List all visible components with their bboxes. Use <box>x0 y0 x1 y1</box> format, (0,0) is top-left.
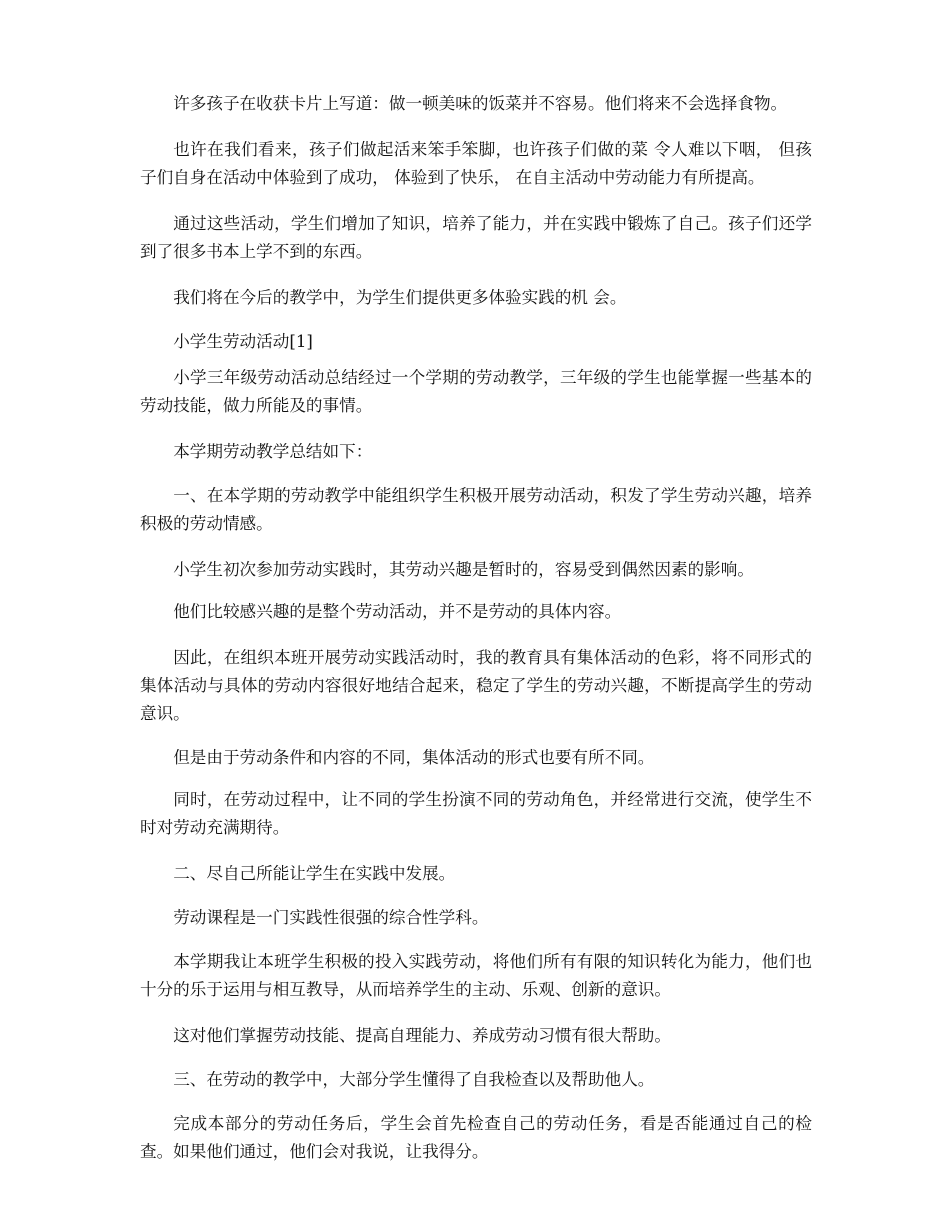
document-page <box>140 90 812 1184</box>
paragraph: 许多孩子在收获卡片上写道：做一顿美味的饭菜并不容易。他们将来不会选择食物。 <box>173 94 788 113</box>
paragraph: 同时，在劳动过程中，让不同的学生扮演不同的劳动角色，并经常进行交流，使学生不时对劳动充满期待。 <box>140 790 812 837</box>
paragraph: 二、尽自己所能让学生在实践中发展。 <box>173 864 456 883</box>
paragraph: 但是由于劳动条件和内容的不同，集体活动的形式也要有所不同。 <box>173 748 655 767</box>
paragraph: 通过这些活动，学生们增加了知识，培养了能力，并在实践中锻炼了自己。孩子们还学到了很多书本上学不到的东西。 <box>140 214 812 261</box>
paragraph: 也许在我们看来，孩子们做起活来笨手笨脚，也许孩子们做的菜 令人难以下咽， 但孩子们自身在活动中体验到了成功， 体验到了快乐， 在自主活动中劳动能力有所提高。 <box>140 140 812 187</box>
paragraph: 本学期我让本班学生积极的投入实践劳动，将他们所有有限的知识转化为能力，他们也十分的乐于运用与相互教导，从而培养学生的主动、乐观、创新的意识。 <box>140 952 812 999</box>
paragraph: 小学生初次参加劳动实践时，其劳动兴趣是暂时的，容易受到偶然因素的影响。 <box>173 560 754 579</box>
paragraph: 这对他们掌握劳动技能、提高自理能力、养成劳动习惯有很大帮助。 <box>173 1026 671 1045</box>
paragraph: 因此，在组织本班开展劳动实践活动时，我的教育具有集体活动的色彩，将不同形式的集体活动与具体的劳动内容很好地结合起来，稳定了学生的劳动兴趣，不断提高学生的劳动意识。 <box>140 648 812 723</box>
paragraph: 他们比较感兴趣的是整个劳动活动，并不是劳动的具体内容。 <box>173 602 622 621</box>
paragraph: 完成本部分的劳动任务后，学生会首先检查自己的劳动任务，看是否能通过自己的检查。如果他们通过，他们会对我说，让我得分。 <box>140 1114 812 1161</box>
paragraph: 劳动课程是一门实践性很强的综合性学科。 <box>173 908 489 927</box>
paragraph: 三、在劳动的教学中，大部分学生懂得了自我检查以及帮助他人。 <box>173 1070 655 1089</box>
paragraph: 小学三年级劳动活动总结经过一个学期的劳动教学，三年级的学生也能掌握一些基本的劳动技能，做力所能及的事情。 <box>140 368 812 415</box>
paragraph: 一、在本学期的劳动教学中能组织学生积极开展劳动活动，积发了学生劳动兴趣，培养积极的劳动情感。 <box>140 486 812 533</box>
section-heading: 小学生劳动活动[1] <box>173 332 313 351</box>
paragraph: 我们将在今后的教学中，为学生们提供更多体验实践的机 会。 <box>173 288 627 307</box>
paragraph: 本学期劳动教学总结如下： <box>173 442 373 461</box>
